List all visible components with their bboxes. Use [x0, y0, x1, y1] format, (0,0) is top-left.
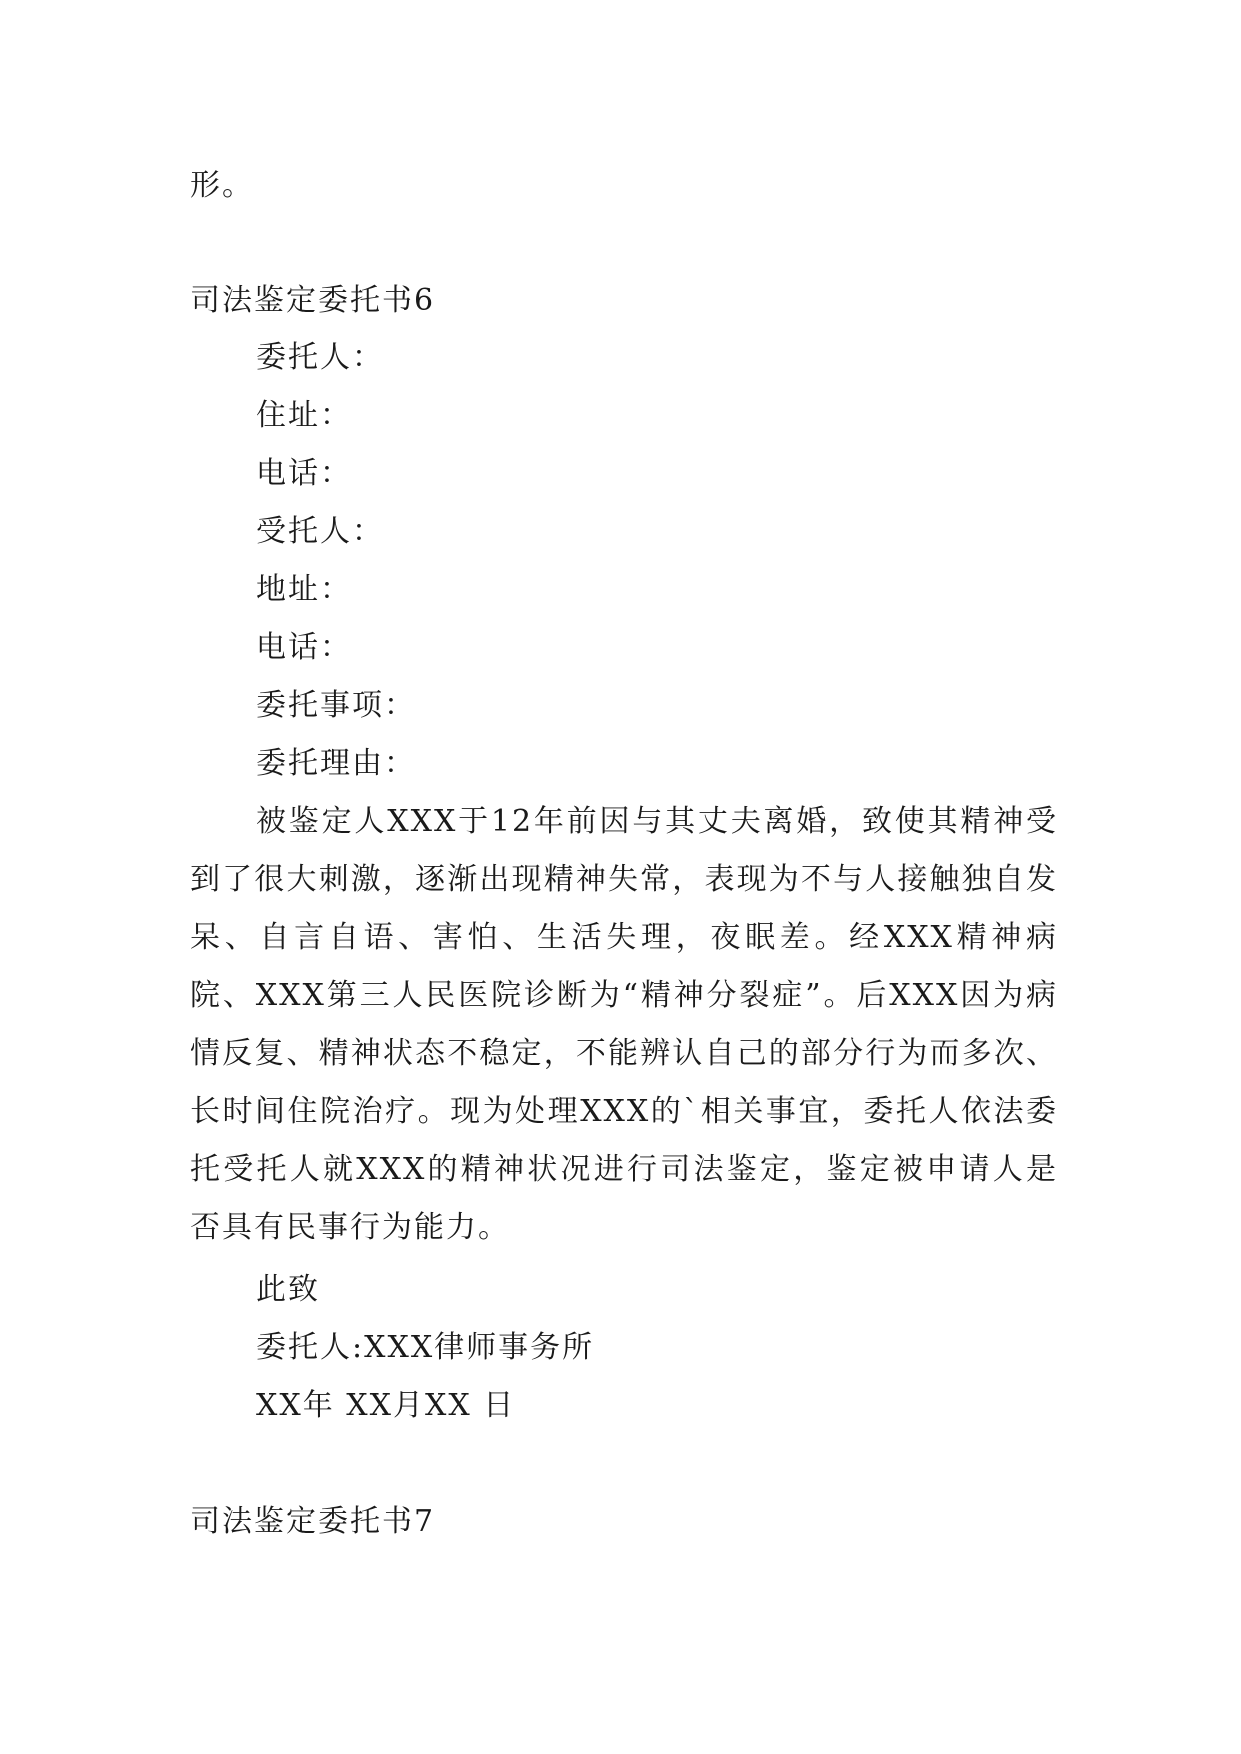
- continuation-text: 形。: [190, 168, 254, 203]
- body-paragraph: 被鉴定人XXX于12年前因与其丈夫离婚，致使其精神受到了很大刺激，逐渐出现精神失常，表现为不与人接触独自发呆、自言自语、害怕、生活失理，夜眠差。经XXX精神病院、XXX第三人民医院诊断为“精神分裂症”。后XXX因为病情反复、精神状态不稳定，不能辨认自己的部分行为而多次、长时间住院治疗。现为处理XXX的`相关事宜，委托人依法委托受托人就XXX的精神状况进行司法鉴定，鉴定被申请人是否具有民事行为能力。: [190, 804, 1058, 1245]
- field-residence: 住址：: [256, 398, 352, 433]
- field-entrusting-party: 委托人：: [256, 340, 384, 375]
- date-line: XX年 XX月XX 日: [256, 1388, 516, 1423]
- section-title-6: 司法鉴定委托书6: [190, 283, 436, 318]
- field-address: 地址：: [256, 572, 352, 607]
- section-title-7: 司法鉴定委托书7: [190, 1504, 436, 1539]
- signature-line: 委托人:XXX律师事务所: [256, 1330, 595, 1365]
- field-reasons: 委托理由：: [256, 746, 416, 781]
- closing-salutation: 此致: [256, 1272, 320, 1307]
- field-phone-2: 电话：: [256, 630, 352, 665]
- field-phone-1: 电话：: [256, 456, 352, 491]
- field-entrusted-party: 受托人：: [256, 514, 384, 549]
- field-matters: 委托事项：: [256, 688, 416, 723]
